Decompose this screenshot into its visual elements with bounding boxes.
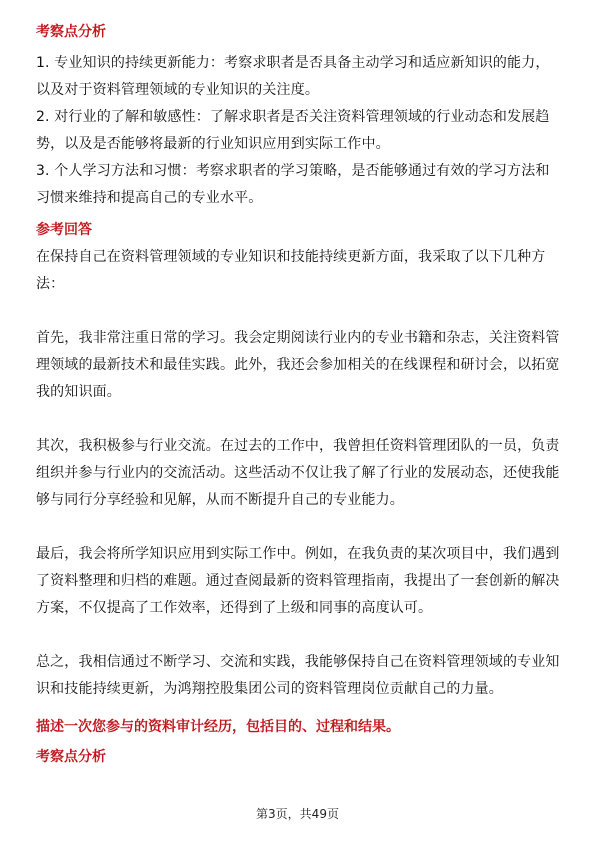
analysis-item-1: 1. 专业知识的持续更新能力：考察求职者是否具备主动学习和适应新知识的能力，以及对于资料管理领域的专业知识的关注度。 bbox=[36, 55, 550, 98]
reference-answer-heading: 参考回答 bbox=[36, 222, 92, 238]
answer-paragraph-second: 其次，我积极参与行业交流。在过去的工作中，我曾担任资料管理团队的一员，负责组织并参与行业内的交流活动。这些活动不仅让我了解了行业的发展动态，还使我能够与同行分享经验和见解，从而不断提升自己的专业能力。 bbox=[36, 438, 560, 508]
answer-conclusion: 总之，我相信通过不断学习、交流和实践，我能够保持自己在资料管理领域的专业知识和技能持续更新，为鸿翔控股集团公司的资料管理岗位贡献自己的力量。 bbox=[36, 654, 560, 697]
next-analysis-heading: 考察点分析 bbox=[36, 749, 106, 765]
document-page bbox=[36, 22, 560, 767]
next-question: 描述一次您参与的资料审计经历，包括目的、过程和结果。 bbox=[36, 719, 400, 735]
analysis-item-2: 2. 对行业的了解和敏感性：了解求职者是否关注资料管理领域的行业动态和发展趋势，以及是否能够将最新的行业知识应用到实际工作中。 bbox=[36, 109, 550, 152]
answer-paragraph-first: 首先，我非常注重日常的学习。我会定期阅读行业内的专业书籍和杂志，关注资料管理领域的最新技术和最佳实践。此外，我还会参加相关的在线课程和研讨会，以拓宽我的知识面。 bbox=[36, 330, 560, 400]
answer-paragraph-last: 最后，我会将所学知识应用到实际工作中。例如，在我负责的某次项目中，我们遇到了资料整理和归档的难题。通过查阅最新的资料管理指南，我提出了一套创新的解决方案，不仅提高了工作效率，还得到了上级和同事的高度认可。 bbox=[36, 546, 560, 616]
answer-intro: 在保持自己在资料管理领域的专业知识和技能持续更新方面，我采取了以下几种方法： bbox=[36, 249, 546, 292]
analysis-heading: 考察点分析 bbox=[36, 24, 106, 40]
page-number: 第3页，共49页 bbox=[256, 807, 339, 821]
analysis-item-3: 3. 个人学习方法和习惯：考察求职者的学习策略，是否能够通过有效的学习方法和习惯来维持和提高自己的专业水平。 bbox=[36, 163, 550, 206]
